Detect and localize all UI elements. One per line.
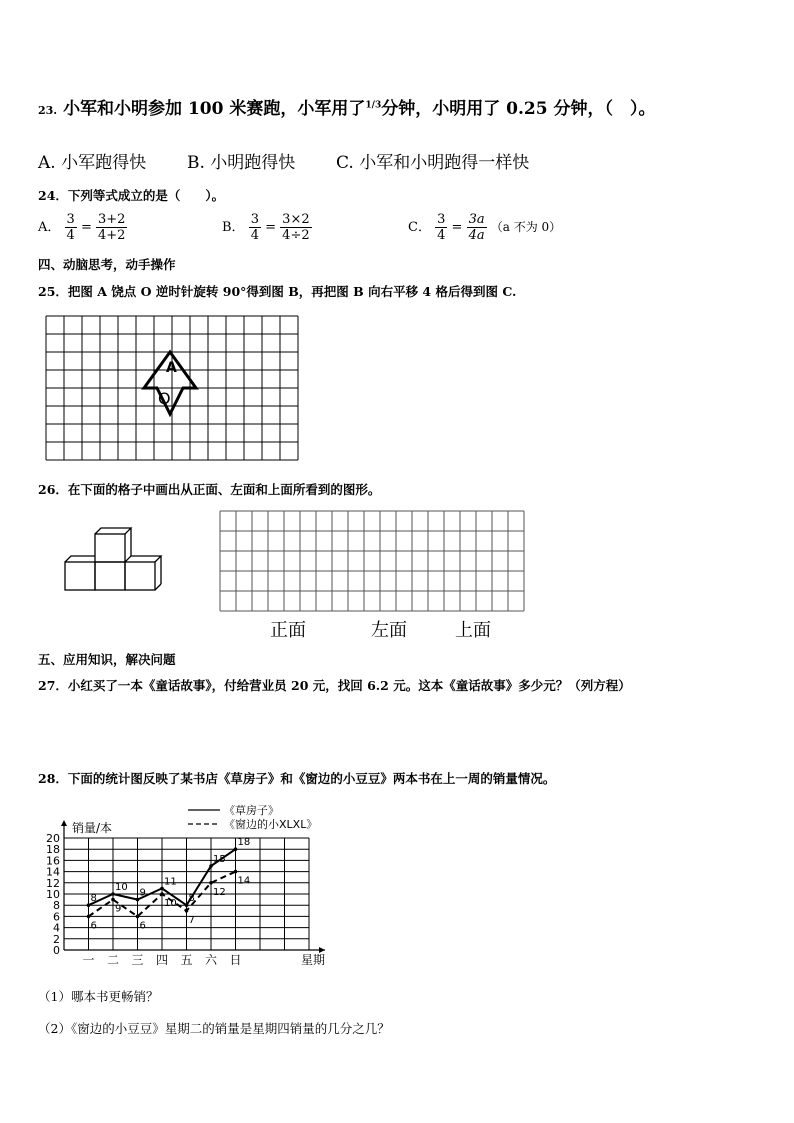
data-label: 10 bbox=[115, 882, 128, 893]
q28-stem: 28．下面的统计图反映了某书店《草房子》和《窗边的小豆豆》两本书在上一周的销量情况。 bbox=[38, 771, 556, 786]
data-label: 9 bbox=[139, 887, 146, 899]
q24-c-eq: = bbox=[451, 220, 463, 235]
q26-stem: 26．在下面的格子中画出从正面、左面和上面所看到的图形。 bbox=[38, 482, 381, 497]
x-tick-label: 二 bbox=[106, 953, 120, 967]
x-tick-label: 三 bbox=[131, 953, 144, 967]
x-tick-label: 六 bbox=[204, 953, 218, 967]
q24-a-lhs: $\frac{3}{4}$ bbox=[66, 212, 75, 243]
data-label: 12 bbox=[213, 886, 226, 898]
point-o-label: O bbox=[158, 389, 171, 408]
q23-text-b: 分钟，小明用了 0.25 分钟，（ ）。 bbox=[381, 99, 656, 119]
data-point bbox=[87, 915, 91, 919]
view-label-top: 上面 bbox=[455, 620, 491, 641]
q24-b-lhs: $\frac{3}{4}$ bbox=[250, 212, 259, 243]
x-axis-label: 星期 bbox=[301, 953, 326, 967]
y-tick-label: 2 bbox=[53, 932, 60, 946]
y-tick-label: 6 bbox=[53, 910, 60, 924]
q26-answer-grid[interactable] bbox=[219, 510, 527, 614]
data-label: 9 bbox=[115, 903, 122, 915]
data-label: 10 bbox=[164, 898, 177, 909]
legend-label: 《窗边的小XLXL》 bbox=[224, 818, 318, 831]
q24-b-label: B． bbox=[222, 220, 245, 235]
y-axis-label: 销量/本 bbox=[72, 821, 113, 835]
q23-number: 23. bbox=[38, 104, 58, 117]
cube-stack-figure bbox=[62, 522, 164, 594]
x-tick-label: 日 bbox=[229, 953, 242, 967]
q24-option-c bbox=[408, 212, 561, 243]
data-point bbox=[209, 881, 213, 885]
y-tick-label: 4 bbox=[53, 921, 60, 935]
data-label: 11 bbox=[164, 876, 177, 888]
data-label: 18 bbox=[237, 837, 251, 849]
view-label-front: 正面 bbox=[270, 620, 306, 641]
q24-c-lhs: $\frac{3}{4}$ bbox=[437, 212, 446, 243]
q24-a-eq: = bbox=[80, 220, 92, 235]
q24-c-rhs: $\frac{3a}{4a}$ bbox=[468, 212, 485, 243]
y-tick-label: 16 bbox=[46, 854, 60, 868]
q24-stem: 24．下列等式成立的是（ ）。 bbox=[38, 188, 225, 203]
data-point bbox=[136, 915, 140, 919]
chart-grid bbox=[64, 838, 309, 950]
data-label: 7 bbox=[188, 914, 195, 926]
q23-option-b: B. 小明跑得快 bbox=[187, 153, 296, 173]
x-tick-label: 五 bbox=[180, 953, 193, 967]
section5-heading: 五、应用知识，解决问题 bbox=[38, 652, 176, 667]
y-tick-label: 10 bbox=[46, 888, 60, 901]
shape-a-label: A bbox=[166, 360, 177, 376]
y-tick-label: 12 bbox=[46, 876, 60, 890]
data-label: 15 bbox=[213, 854, 226, 865]
y-tick-label: 0 bbox=[53, 944, 60, 957]
data-label: 8 bbox=[90, 893, 97, 905]
chart-axes bbox=[61, 820, 325, 953]
data-point bbox=[234, 870, 238, 874]
data-label: 14 bbox=[237, 875, 251, 887]
data-point bbox=[111, 898, 115, 902]
q23-fraction: 1/3 bbox=[365, 100, 382, 111]
y-axis-arrow bbox=[61, 820, 67, 826]
y-tick-label: 18 bbox=[46, 843, 60, 857]
q24-a-rhs: $\frac{3+2}{4+2}$ bbox=[98, 212, 126, 243]
data-point bbox=[160, 892, 164, 896]
data-label: 6 bbox=[90, 920, 97, 932]
data-label: 8 bbox=[188, 893, 195, 905]
data-point bbox=[185, 909, 189, 913]
q24-b-eq: = bbox=[265, 220, 277, 235]
x-tick-label: 四 bbox=[155, 953, 169, 967]
q23-line bbox=[38, 94, 655, 119]
y-tick-label: 8 bbox=[53, 899, 60, 913]
q23-option-a: A. 小军跑得快 bbox=[38, 153, 147, 173]
q23-text-a: 小军和小明参加 100 米赛跑，小军用了 bbox=[63, 99, 366, 119]
q25-grid-figure bbox=[44, 314, 302, 464]
q28-sub-question-1: （1）哪本书更畅销？ bbox=[38, 989, 159, 1004]
q24-option-b bbox=[222, 212, 312, 243]
x-tick-label: 一 bbox=[82, 953, 95, 967]
q25-grid bbox=[46, 316, 298, 460]
q24-a-label: A． bbox=[38, 220, 61, 235]
q24-c-label: C． bbox=[408, 220, 431, 235]
q24-option-a bbox=[38, 212, 127, 243]
data-label: 6 bbox=[139, 920, 146, 932]
y-tick-label: 20 bbox=[46, 832, 60, 845]
section4-heading: 四、动脑思考，动手操作 bbox=[38, 257, 176, 272]
q24-c-note: （a 不为 0） bbox=[490, 220, 562, 234]
q27-stem: 27．小红买了一本《童话故事》，付给营业员 20 元，找回 6.2 元。这本《童话故事》多少元？（列方程） bbox=[38, 678, 631, 693]
q24-b-rhs: $\frac{3\times 2}{4\div 2}$ bbox=[282, 212, 310, 243]
q25-stem: 25．把图 A 饶点 O 逆时针旋转 90°得到图 B，再把图 B 向右平移 4 格后得到图 C. bbox=[38, 284, 517, 299]
q23-option-c: C. 小军和小明跑得一样快 bbox=[336, 153, 530, 173]
q28-line-chart bbox=[36, 798, 326, 976]
y-tick-label: 14 bbox=[46, 865, 60, 879]
legend-label: 《草房子》 bbox=[224, 804, 279, 817]
chart-legend bbox=[188, 803, 317, 831]
view-label-left: 左面 bbox=[371, 620, 407, 641]
q28-sub-question-2: （2）《窗边的小豆豆》星期二的销量是星期四销量的几分之几？ bbox=[38, 1021, 390, 1036]
